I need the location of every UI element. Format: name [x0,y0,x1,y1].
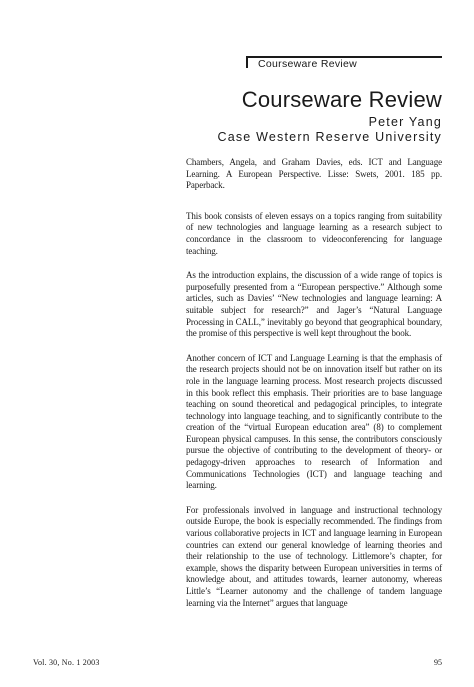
body-paragraph: This book consists of eleven essays on a topics ranging from suitability of new technologies and language learning as a research subject to concordance in the classroom to videoconferencing for language teaching. [186,210,442,256]
article-title: Courseware Review [241,87,442,112]
body-paragraph: For professionals involved in language and instructional technology outside Europe, the book is especially recommended. The findings from various collaborative projects in ICT and language learning in European countries can extend our general knowledge of learning theories and their relationship to the use of technology. Littlemore’s chapter, for example, shows the disparity between European universities in terms of knowledge about, and attitudes towards, learner autonomy, whereas Little’s “Learner autonomy and the challenge of tandem language learning via the Internet” argues that language [186,504,442,608]
author-affiliation: Case Western Reserve University [217,130,442,144]
article-body [186,157,442,622]
section-tag: Courseware Review [246,56,442,68]
page-number: 95 [434,658,442,667]
journal-issue: Vol. 30, No. 1 2003 [33,658,100,667]
body-paragraph: As the introduction explains, the discussion of a wide range of topics is purposefully presented from a “European perspective.” Although some articles, such as Davies’ “New technologies and language learning: A suitable subject for research?” and Jager’s “Natural Language Processing in CALL,” inevitably go beyond that geographical boundary, the promise of this perspective is well kept throughout the book. [186,270,442,339]
body-paragraph: Another concern of ICT and Language Learning is that the emphasis of the research projects should not be on innovation itself but rather on its role in the language learning process. Most research projects discussed in this book reflect this emphasis. Their priorities are to base language teaching on sound theoretical and pedagogical principles, to integrate technology into language teaching, and to significantly contribute to the creation of the “virtual European education area” (8) to complement European physical campuses. In this sense, the contributors consciously pursue the objective of contributing to the development of theory- or pedagogy-driven approaches to research of Information and Communications Technologies (ICT) and language teaching and learning. [186,352,442,491]
article-author: Peter Yang [368,115,442,129]
book-citation: Chambers, Angela, and Graham Davies, eds. ICT and Language Learning. A European Perspective. Lisse: Swets, 2001. 185 pp. Paperback. [186,157,442,191]
